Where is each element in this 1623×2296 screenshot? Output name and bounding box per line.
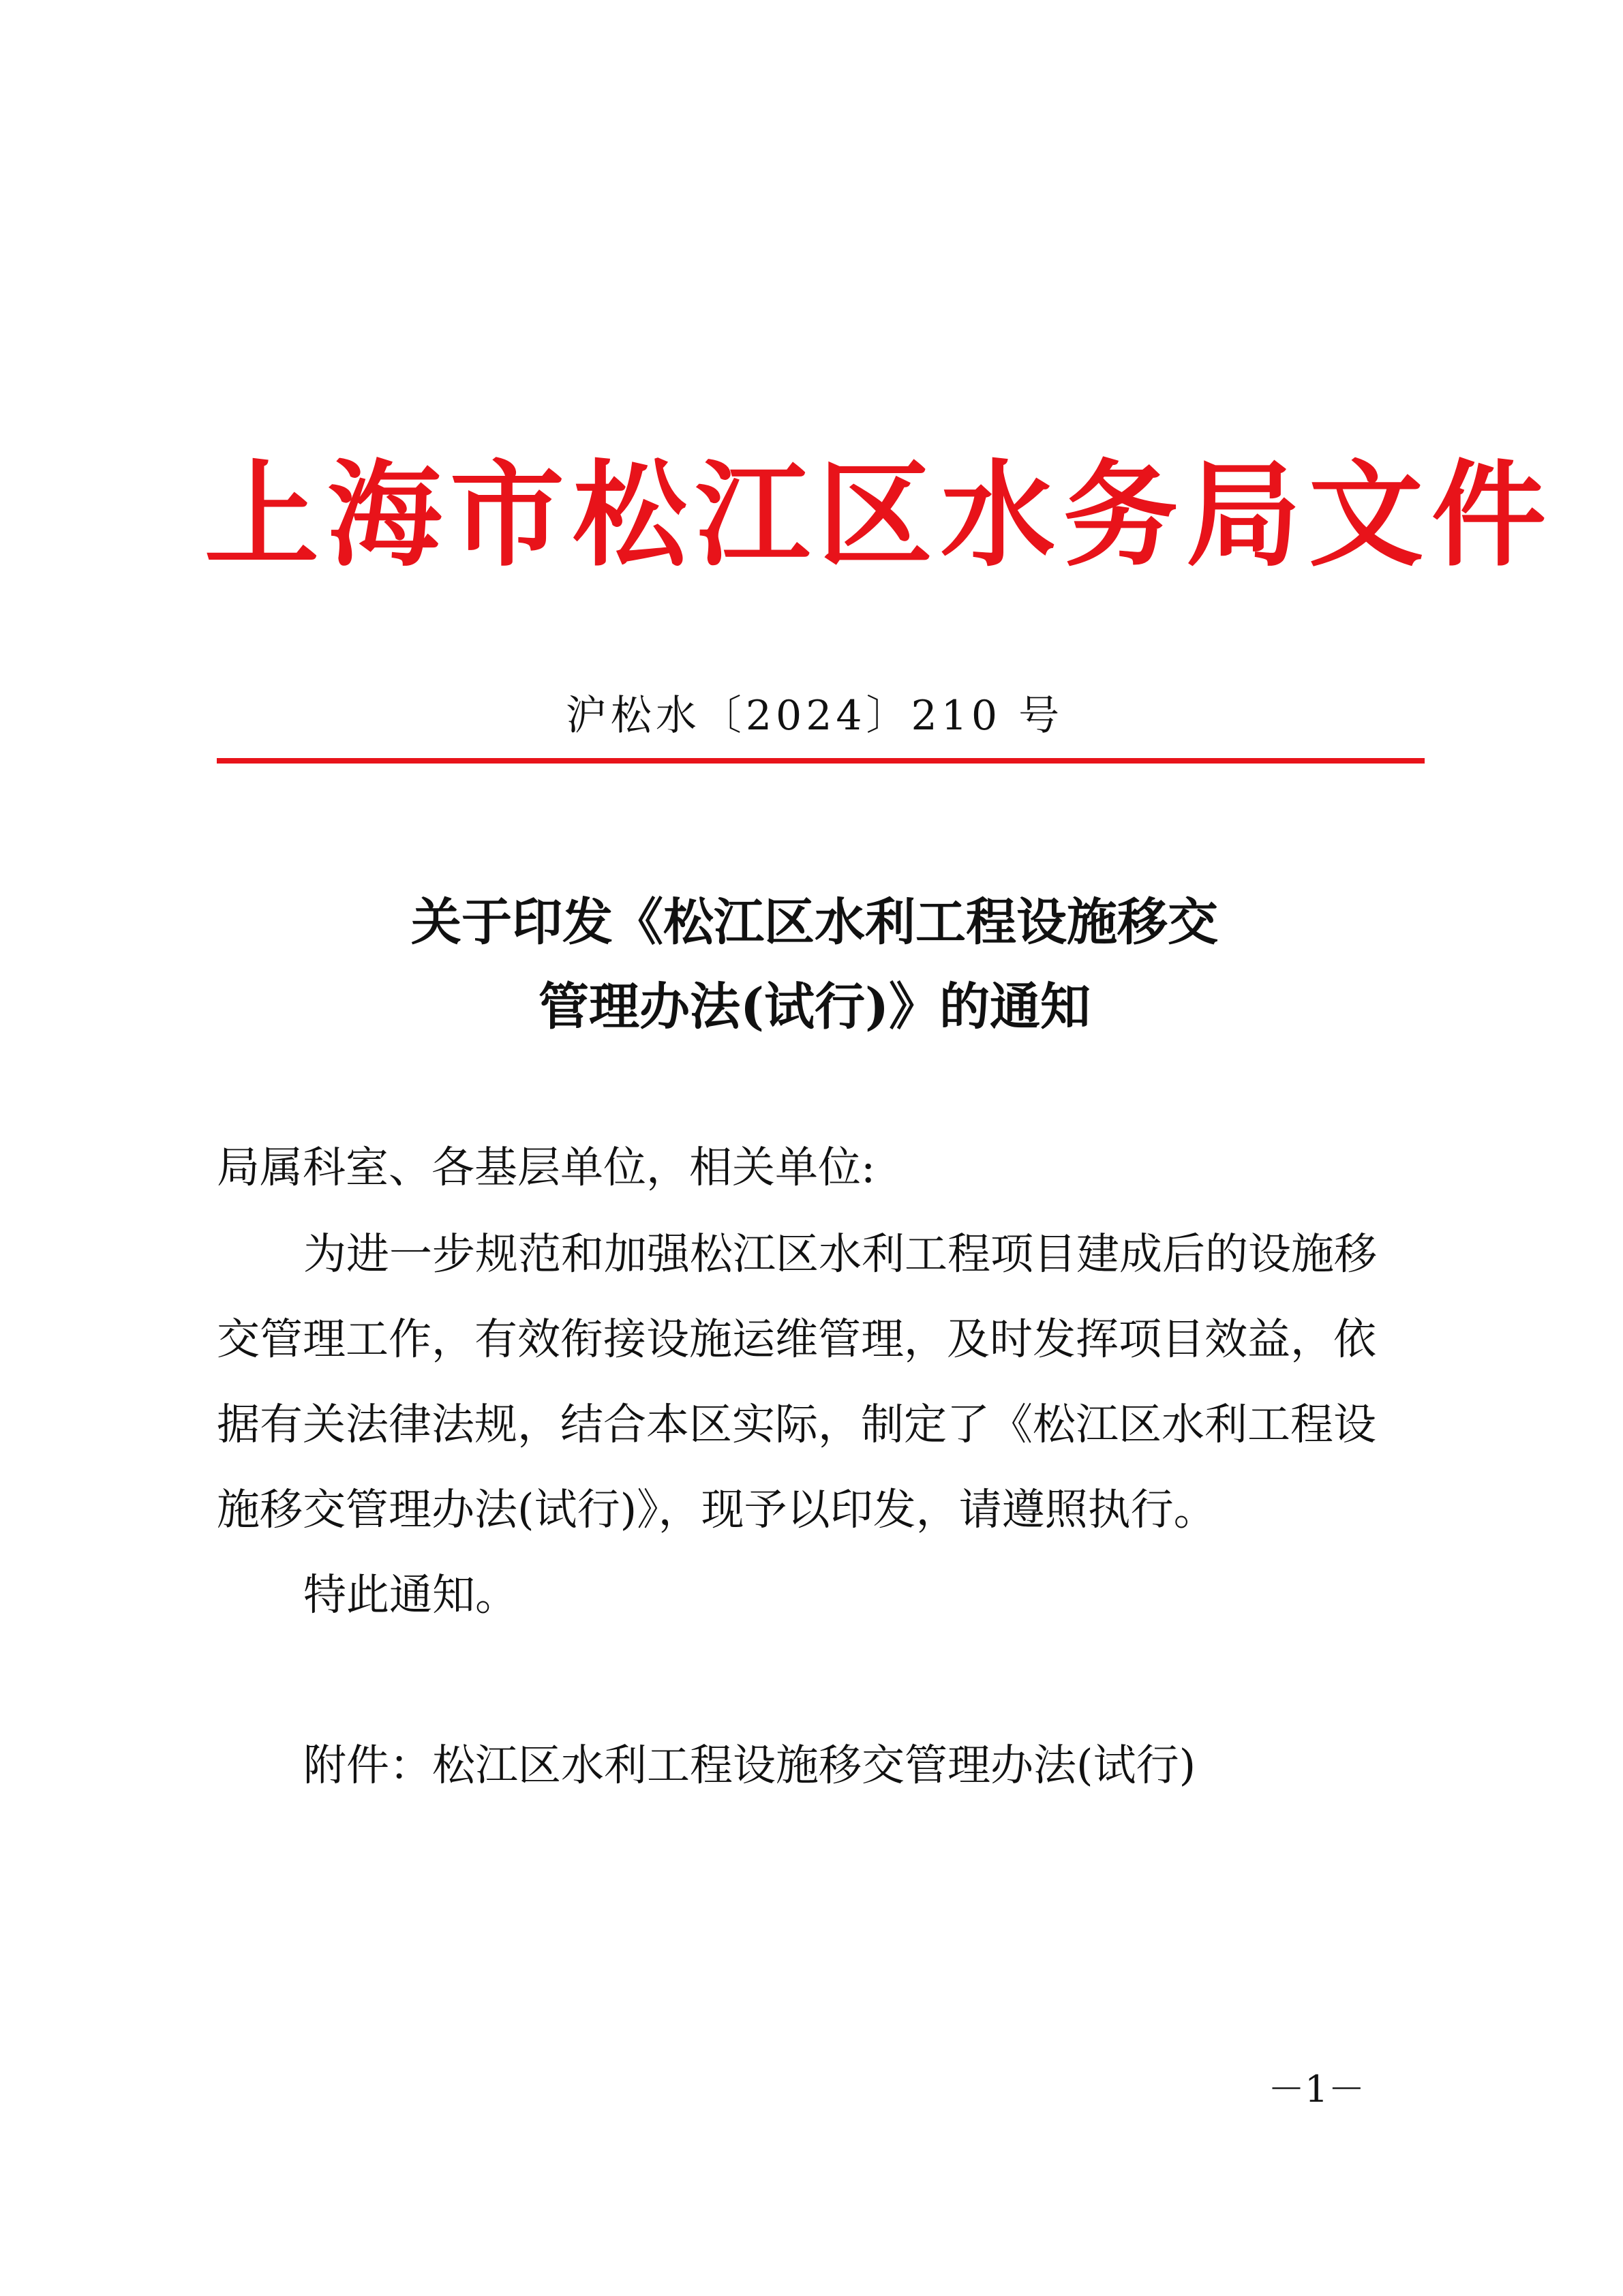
attachment-line: 附件：松江区水利工程设施移交管理办法(试行): [303, 1740, 1196, 1790]
recipients-line: 局属科室、各基层单位，相关单位:: [217, 1143, 876, 1192]
body-paragraph-line: 施移交管理办法(试行)》，现予以印发，请遵照执行。: [217, 1485, 1217, 1535]
page-number: －1－: [1268, 2068, 1365, 2111]
closing-line: 特此通知。: [303, 1570, 518, 1620]
body-paragraph-line: 交管理工作，有效衔接设施运维管理，及时发挥项目效益，依: [217, 1314, 1376, 1364]
body-paragraph-line: 据有关法律法规，结合本区实际，制定了《松江区水利工程设: [217, 1400, 1376, 1449]
issuer-heading: 上海市松江区水务局文件: [204, 447, 1554, 582]
document-title-line-2: 管理办法(试行)》的通知: [538, 978, 1091, 1036]
body-paragraph-line: 为进一步规范和加强松江区水利工程项目建成后的设施移: [303, 1229, 1377, 1279]
red-separator-line: [217, 758, 1425, 764]
document-number: 沪松水〔2024〕210 号: [565, 692, 1064, 740]
document-title-line-1: 关于印发《松江区水利工程设施移交: [411, 893, 1218, 952]
